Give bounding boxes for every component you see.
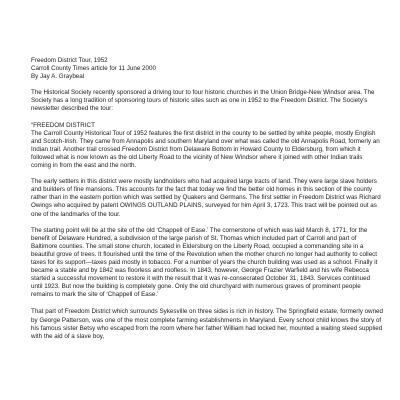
article-source: Carroll County Times article for 11 June 2000 [31, 65, 156, 73]
article-title: Freedom District Tour, 1952 [31, 57, 108, 64]
body-paragraph-4: That part of Freedom District which surrounds Sykesville on three sides is rich in history. The Springfield estate, formerly owned by George Patterson, was one of the most complete farming establishments in Maryland. Every school child knows the story of his famous sister Betsy who escaped from the room where her father William had locked her, mounted a waiting steed supplied with the aid of a slave boy, [31, 308, 383, 340]
article-byline: By Jay A. Graybeal [31, 73, 85, 81]
section-heading: “FREEDOM DISTRICT [31, 121, 95, 129]
body-paragraph-1: The Carroll County Historical Tour of 1952 features the first district in the county to be settled by white people, mostly English and Scotch-Irish. They came from Annapolis and southern Maryland over what was called the old Annapolis Road, formerly an Indian trail. Another trail crossed Freedom District from Delaware Bottom in Howard County to Eldersburg, from which it followed what is now known as the old Liberty Road to the vicinity of New Windsor where it joined with other Indian trails coming in from the east and the north. [31, 129, 380, 170]
article-header [31, 57, 383, 81]
body-paragraph-2: The early settlers in this district were mostly landholders who had acquired large tracts of land. They were large slave holders and builders of fine mansions. This accounts for the fact that today we find the better old homes in this section of the county rather than in the eastern portion which was settled by Quakers and Germans. The first settler in Freedom District was Richard Owings who acquired by patent OWINGS OUTLAND PLAINS, surveyed for him April 3, 1723. This tract will be pointed out as one of the landmarks of the tour. [31, 178, 381, 218]
body-paragraph-3: The starting point will be at the site of the old ‘Chappell of Ease.’ The cornerstone of which was laid March 8, 1771, for the benefit of Delaware Hundred, a subdivision of the large parish of St. Thomas which included part of Carroll and part of Baltimore counties. The small stone church, located in Eldersburg on the Liberty Road, occupied a commanding site in a beautiful grove of trees. It flourished until the time of the Revolution when the mother church no longer had authority to collect taxes for its support—taxes paid mostly in tobacco. For a number of years the church building was used as a school. Finally it became a stable and by 1842 was floorless and roofless. In 1843, however, George Frazier Warfield and his wife Rebecca started a successful movement to restore it with the result that it was re-consecrated October 31, 1843. Services continued until 1923. But now the building is completely gone. Only the old churchyard with numerous graves of prominent people remains to mark the site of ‘Chappell of Ease.’ [31, 226, 378, 299]
intro-paragraph: The Historical Society recently sponsored a driving tour to four historic churches in the Union Bridge-New Windsor area. The Society has a long tradition of sponsoring tours of historic sites such as one in 1952 to the Freedom District. The Society's newsletter described the tour: [31, 89, 375, 113]
